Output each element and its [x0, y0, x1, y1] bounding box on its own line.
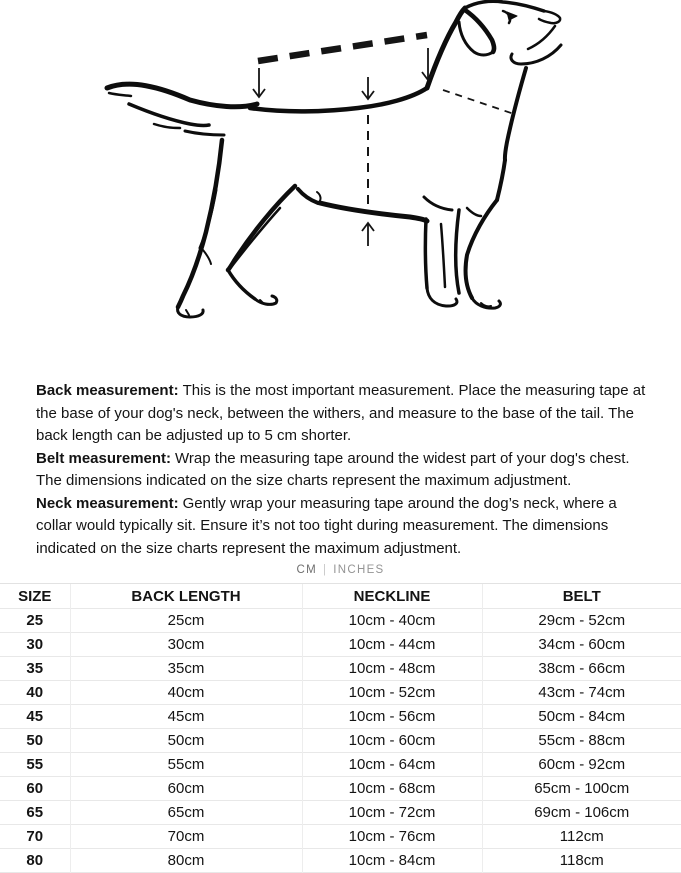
value-cell: 65cm [70, 801, 302, 825]
value-cell: 43cm - 74cm [482, 681, 681, 705]
instruction-paragraph [36, 493, 651, 561]
value-cell: 10cm - 52cm [302, 681, 482, 705]
unit-divider: | [322, 564, 328, 576]
value-cell: 45cm [70, 705, 302, 729]
instruction-paragraph [36, 380, 651, 448]
down-arrow-icon [253, 68, 265, 97]
value-cell: 70cm [70, 825, 302, 849]
value-cell: 80cm [70, 849, 302, 873]
belt-measurement-annotation [362, 115, 374, 246]
value-cell: 25cm [70, 609, 302, 633]
table-row [0, 801, 681, 825]
instruction-label: Neck measurement: [36, 494, 179, 512]
value-cell: 112cm [482, 825, 681, 849]
size-cell: 35 [0, 657, 70, 681]
table-row [0, 657, 681, 681]
value-cell: 69cm - 106cm [482, 801, 681, 825]
value-cell: 10cm - 44cm [302, 633, 482, 657]
column-header-back-length: BACK LENGTH [70, 584, 302, 609]
value-cell: 10cm - 48cm [302, 657, 482, 681]
size-cell: 45 [0, 705, 70, 729]
instruction-label: Back measurement: [36, 382, 179, 399]
column-header-size: SIZE [0, 584, 70, 609]
value-cell: 55cm [70, 753, 302, 777]
value-cell: 10cm - 56cm [302, 705, 482, 729]
value-cell: 118cm [482, 849, 681, 873]
size-chart-table [0, 583, 681, 873]
table-body [0, 609, 681, 873]
measurement-instructions [0, 366, 681, 560]
value-cell: 60cm [70, 777, 302, 801]
value-cell: 10cm - 40cm [302, 609, 482, 633]
instruction-paragraph [36, 448, 651, 493]
column-header-neckline: NECKLINE [302, 584, 482, 609]
dog-measurement-diagram [0, 0, 681, 366]
size-cell: 80 [0, 849, 70, 873]
size-cell: 30 [0, 633, 70, 657]
value-cell: 38cm - 66cm [482, 657, 681, 681]
size-cell: 25 [0, 609, 70, 633]
neck-measurement-annotation [443, 90, 514, 114]
value-cell: 34cm - 60cm [482, 633, 681, 657]
table-row [0, 849, 681, 873]
value-cell: 10cm - 68cm [302, 777, 482, 801]
neck-dashed-line [443, 90, 514, 114]
value-cell: 10cm - 64cm [302, 753, 482, 777]
size-cell: 50 [0, 729, 70, 753]
value-cell: 55cm - 88cm [482, 729, 681, 753]
unit-inches-button[interactable]: INCHES [333, 564, 385, 576]
table-row [0, 825, 681, 849]
size-cell: 60 [0, 777, 70, 801]
value-cell: 10cm - 84cm [302, 849, 482, 873]
table-row [0, 681, 681, 705]
instruction-text: Wrap the measuring tape around the widest part of your dog's chest. The dimensions indicated on the size charts represent the maximum adjustment. [36, 449, 630, 489]
value-cell: 50cm - 84cm [482, 705, 681, 729]
table-header-row [0, 584, 681, 609]
unit-cm-button[interactable]: CM [296, 564, 317, 576]
table-row [0, 753, 681, 777]
table-row [0, 705, 681, 729]
instruction-text: This is the most important measurement. Place the measuring tape at the base of your dog's neck, between the withers, and measure to the base of the tail. The back length can be adjusted up to 5 cm shorter. [36, 382, 646, 444]
value-cell: 35cm [70, 657, 302, 681]
value-cell: 29cm - 52cm [482, 609, 681, 633]
down-arrow-icon [422, 48, 434, 80]
value-cell: 50cm [70, 729, 302, 753]
back-dashed-line [258, 35, 427, 61]
size-cell: 70 [0, 825, 70, 849]
table-row [0, 729, 681, 753]
dog-illustration [0, 0, 681, 366]
back-measurement-annotation [253, 35, 434, 99]
table-row [0, 633, 681, 657]
value-cell: 40cm [70, 681, 302, 705]
unit-toggle [0, 564, 681, 576]
down-arrow-icon [362, 77, 374, 99]
value-cell: 10cm - 76cm [302, 825, 482, 849]
instruction-text: Gently wrap your measuring tape around the dog’s neck, where a collar would typically sit. Ensure it’s not too tight during measurement. The dimensions indicated on the size charts represent the maximum adjustment. [36, 494, 617, 557]
value-cell: 60cm - 92cm [482, 753, 681, 777]
up-arrow-icon [362, 223, 374, 246]
table-row [0, 609, 681, 633]
instruction-label: Belt measurement: [36, 449, 172, 467]
value-cell: 65cm - 100cm [482, 777, 681, 801]
value-cell: 10cm - 72cm [302, 801, 482, 825]
value-cell: 30cm [70, 633, 302, 657]
column-header-belt: BELT [482, 584, 681, 609]
size-cell: 55 [0, 753, 70, 777]
size-cell: 65 [0, 801, 70, 825]
table-row [0, 777, 681, 801]
value-cell: 10cm - 60cm [302, 729, 482, 753]
size-cell: 40 [0, 681, 70, 705]
